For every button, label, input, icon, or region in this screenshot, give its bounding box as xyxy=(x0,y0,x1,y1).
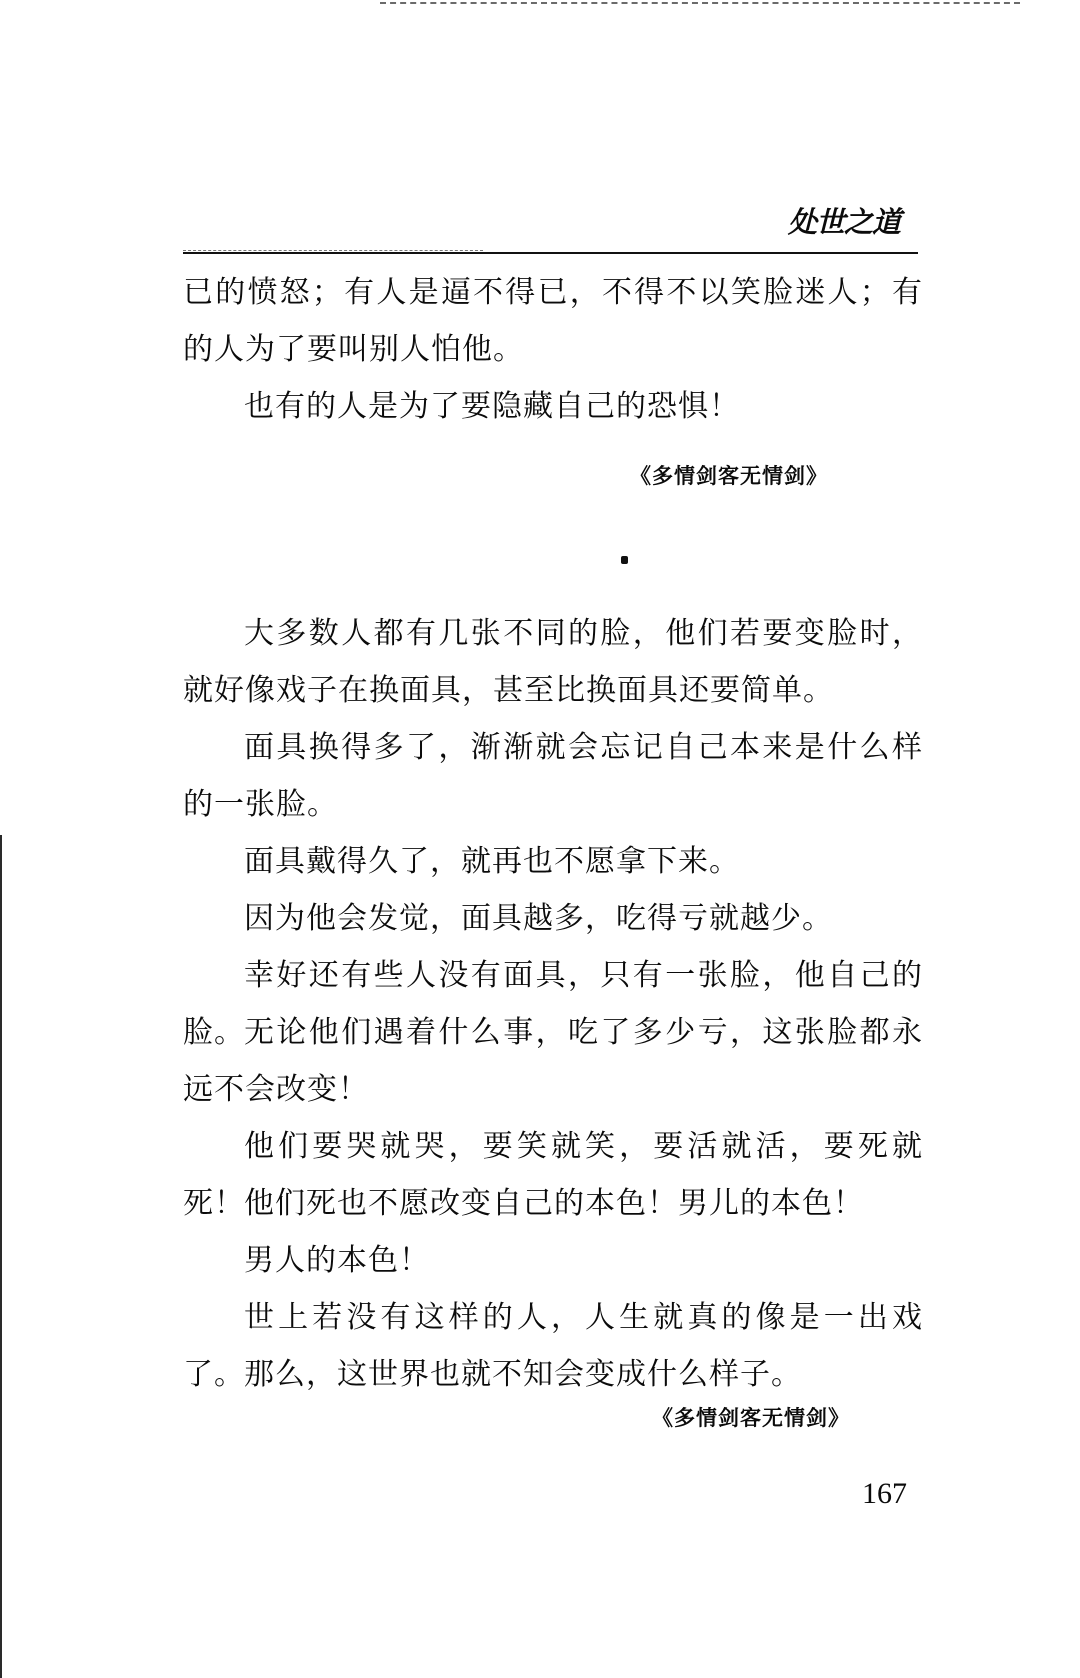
paragraph: 那么，这世界也就不知会变成什么样子。 xyxy=(244,1357,802,1392)
paragraph: 幸好还有些人没有面具，只有一张脸，他自己的脸。 xyxy=(183,958,923,1050)
paragraph: 大多数人都有几张不同的脸，他们若要变脸时，就好像戏子在换面具，甚至比换面具还要简单。 xyxy=(183,616,923,708)
page-edge-line xyxy=(0,835,2,1678)
section-divider-mark xyxy=(621,556,628,564)
paragraph: 因为他会发觉，面具越多，吃得亏就越少。 xyxy=(244,901,833,936)
paragraph: 面具换得多了，渐渐就会忘记自己本来是什么样的一张脸。 xyxy=(183,730,923,822)
paragraph: 已的愤怒；有人是逼不得已，不得不以笑脸迷人；有的人为了要叫别人怕他。 xyxy=(183,275,923,367)
paragraph: 世上若没有这样的人，人生就真的像是一出戏了。 xyxy=(183,1300,923,1392)
source-citation: 《多情剑客无情剑》 xyxy=(652,1406,850,1430)
paragraph: 他们要哭就哭，要笑就笑，要活就活，要死就死！ xyxy=(183,1129,923,1221)
header-rule-dashed xyxy=(183,250,483,251)
header-rule xyxy=(183,252,918,254)
source-citation: 《多情剑客无情剑》 xyxy=(630,464,828,488)
paragraph: 面具戴得久了，就再也不愿拿下来。 xyxy=(244,844,740,879)
top-edge-rule xyxy=(380,2,1020,4)
page-number: 167 xyxy=(862,1477,907,1510)
paragraph: 也有的人是为了要隐藏自己的恐惧！ xyxy=(244,389,740,424)
running-title: 处世之道 xyxy=(787,205,900,239)
paragraph: 无论他们遇着什么事，吃了多少亏，这张脸都永远不会改变！ xyxy=(183,1015,923,1107)
paragraph: 他们死也不愿改变自己的本色！男儿的本色！ xyxy=(244,1186,864,1221)
paragraph: 男人的本色！ xyxy=(244,1243,430,1278)
